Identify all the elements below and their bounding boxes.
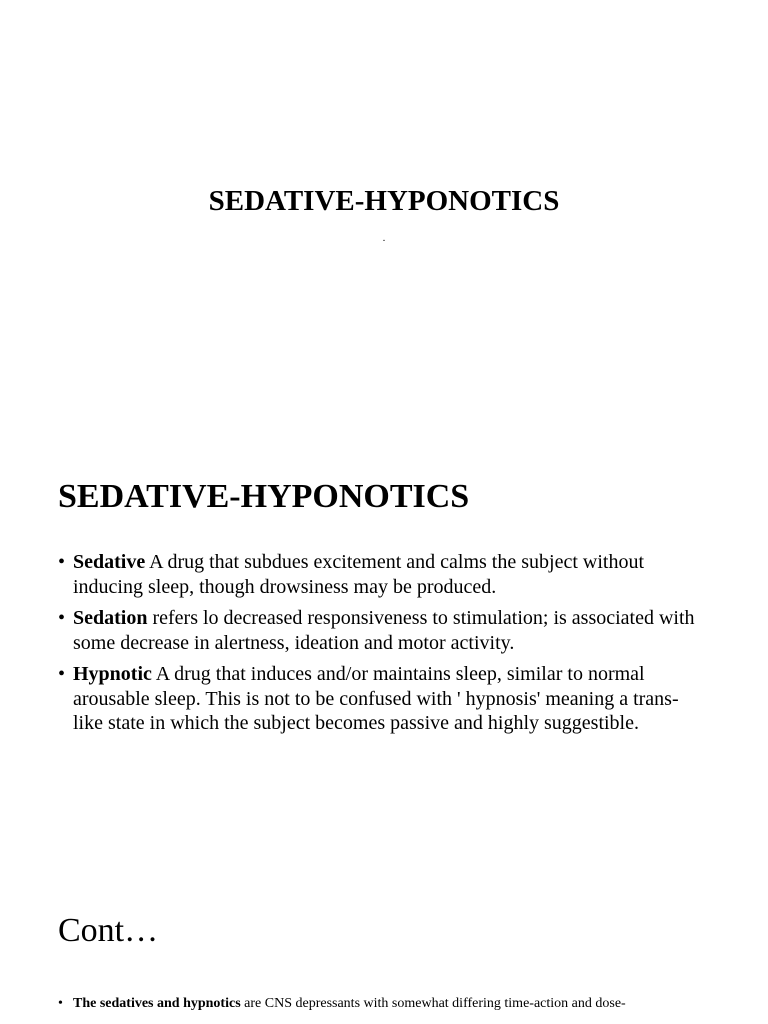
bullet-icon: •: [58, 663, 66, 685]
list-item-sedative: [58, 550, 708, 599]
term-sedation: Sedation: [73, 607, 148, 629]
bullet-icon: •: [58, 607, 66, 629]
bullet-icon: •: [58, 551, 66, 573]
term-sedatives-hypnotics: The sedatives and hypnotics: [73, 996, 241, 1011]
list-item-hypnotic: [58, 662, 708, 736]
definition-sedation: refers lo decreased responsiveness to stimulation; is associated with some decrease in alertness, ideation and motor activity.: [73, 607, 695, 654]
definitions-list: [58, 550, 708, 743]
section-heading: SEDATIVE-HYPONOTICS: [58, 478, 470, 515]
slide-subtitle: .: [382, 233, 386, 244]
list-item-sedation: [58, 606, 708, 655]
definition-hypnotic: A drug that induces and/or maintains sleep, similar to normal arousable sleep. This is not to be confused with ' hypnosis' meaning a trans-like state in which the subject becomes passive and highly suggestible.: [73, 663, 679, 734]
definition-sedatives-hypnotics: are CNS depressants with somewhat differing time-action and dose-: [240, 996, 626, 1011]
definition-sedative: A drug that subdues excitement and calms the subject without inducing sleep, though drowsiness may be produced.: [73, 551, 645, 598]
continued-heading: Cont…: [58, 912, 159, 949]
slide-title: SEDATIVE-HYPONOTICS: [208, 185, 560, 217]
term-sedative: Sedative: [73, 551, 146, 573]
term-hypnotic: Hypnotic: [73, 663, 152, 685]
list-item-sedatives-hypnotics: [58, 994, 763, 1014]
bullet-icon: •: [58, 996, 63, 1011]
